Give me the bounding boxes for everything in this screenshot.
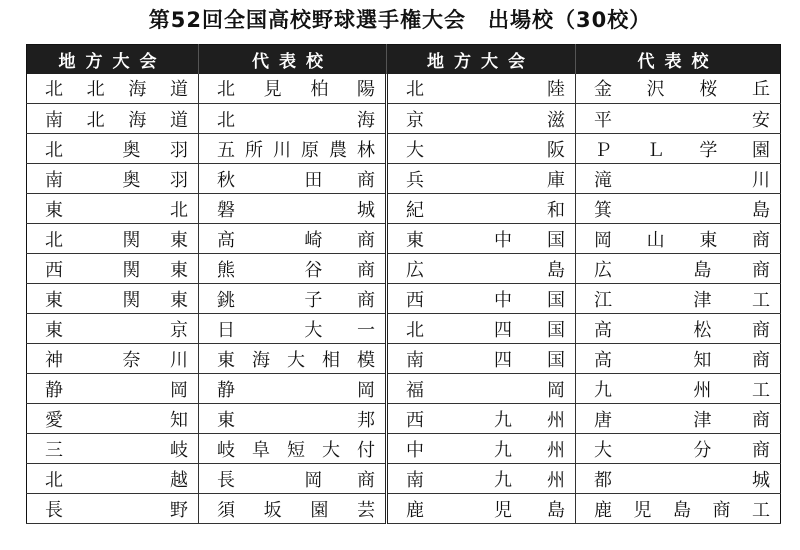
cell-char: 高 <box>594 319 612 341</box>
cell-char: 付 <box>357 439 375 461</box>
cell-char: 唐 <box>594 409 612 431</box>
region-right-cell <box>387 194 576 224</box>
region-left-cell <box>27 134 199 164</box>
school-right-cell <box>576 194 781 224</box>
cell-char: 五 <box>217 139 235 161</box>
cell-char: 高 <box>594 349 612 371</box>
cell-char: 山 <box>646 229 665 251</box>
cell-char: 京 <box>406 109 424 131</box>
cell-char: 沢 <box>646 79 665 101</box>
cell-char: 城 <box>751 469 770 491</box>
cell-char: 岡 <box>304 469 323 491</box>
cell-char: 商 <box>751 439 770 461</box>
cell-char: 商 <box>751 349 770 371</box>
cell-char: 商 <box>356 469 375 491</box>
cell-char: 熊 <box>217 259 235 281</box>
cell-char: 北 <box>406 79 424 101</box>
cell-char: 芸 <box>356 499 375 521</box>
table-row <box>27 284 781 314</box>
region-right-cell <box>387 464 576 494</box>
cell-char: 高 <box>217 229 235 251</box>
school-left-cell <box>199 404 387 434</box>
school-left-cell <box>199 164 387 194</box>
cell-char: 州 <box>547 409 565 431</box>
cell-char: 見 <box>263 79 282 101</box>
cell-char: 州 <box>547 439 565 461</box>
cell-char: 兵 <box>406 169 424 191</box>
school-right-cell <box>576 464 781 494</box>
cell-char: 田 <box>304 169 323 191</box>
cell-char: 商 <box>751 259 770 281</box>
cell-char: 大 <box>304 319 323 341</box>
school-right-cell <box>576 164 781 194</box>
page-title: 第52回全国高校野球選手権大会 出場校（30校） <box>148 8 652 32</box>
cell-char: 京 <box>169 319 188 341</box>
cell-char: 安 <box>751 109 770 131</box>
cell-char: 道 <box>169 109 188 131</box>
school-left-cell <box>199 104 387 134</box>
cell-char: 長 <box>217 469 235 491</box>
cell-char: 商 <box>356 259 375 281</box>
cell-char: 福 <box>406 379 424 401</box>
cell-char: 州 <box>693 379 712 401</box>
cell-char: 羽 <box>169 169 188 191</box>
cell-char: 児 <box>633 499 652 521</box>
cell-char: 九 <box>494 409 512 431</box>
cell-char: 丘 <box>751 79 770 101</box>
cell-char: 広 <box>406 259 424 281</box>
cell-char: 海 <box>356 109 375 131</box>
header-row <box>27 45 781 74</box>
cell-char: 岡 <box>547 379 565 401</box>
school-left-cell <box>199 254 387 284</box>
cell-char: 紀 <box>406 199 424 221</box>
region-right-cell <box>387 254 576 284</box>
table-row <box>27 74 781 104</box>
cell-char: 島 <box>547 259 565 281</box>
region-right-cell <box>387 494 576 524</box>
cell-char: 模 <box>357 349 375 371</box>
table-row <box>27 194 781 224</box>
cell-char: 国 <box>547 319 565 341</box>
header-region-left: 地方大会 <box>27 45 199 74</box>
cell-char: 商 <box>356 169 375 191</box>
cell-char: 北 <box>45 139 63 161</box>
school-right-cell <box>576 344 781 374</box>
cell-char: 越 <box>169 469 188 491</box>
region-right-cell <box>387 314 576 344</box>
cell-char: 阜 <box>252 439 270 461</box>
cell-char: 川 <box>169 349 188 371</box>
school-right-cell <box>576 134 781 164</box>
region-right-cell <box>387 164 576 194</box>
cell-char: 銚 <box>217 289 235 311</box>
cell-char: 東 <box>406 229 424 251</box>
header-region-right: 地方大会 <box>387 45 576 74</box>
cell-char: 東 <box>45 289 63 311</box>
cell-char: 奥 <box>122 169 141 191</box>
cell-char: 北 <box>217 109 235 131</box>
cell-char: 原 <box>301 139 319 161</box>
cell-char: 東 <box>217 409 235 431</box>
table-row <box>27 134 781 164</box>
school-left-cell <box>199 284 387 314</box>
cell-char: 南 <box>45 109 63 131</box>
cell-char: 北 <box>86 79 105 101</box>
region-right-cell <box>387 434 576 464</box>
cell-char: 羽 <box>169 139 188 161</box>
cell-char: 鹿 <box>406 499 424 521</box>
cell-char: 長 <box>45 499 63 521</box>
cell-char: 林 <box>357 139 375 161</box>
cell-char: 児 <box>494 499 512 521</box>
region-left-cell <box>27 344 199 374</box>
region-right-cell <box>387 404 576 434</box>
header-school-left: 代表校 <box>199 45 387 74</box>
cell-char: Ｐ <box>594 139 612 161</box>
cell-char: 阪 <box>547 139 565 161</box>
cell-char: 道 <box>169 79 188 101</box>
school-right-cell <box>576 434 781 464</box>
cell-char: 九 <box>494 469 512 491</box>
cell-char: 南 <box>45 169 63 191</box>
cell-char: 東 <box>169 259 188 281</box>
cell-char: 商 <box>751 229 770 251</box>
school-left-cell <box>199 224 387 254</box>
region-left-cell <box>27 404 199 434</box>
cell-char: 桜 <box>699 79 718 101</box>
table-row <box>27 374 781 404</box>
school-right-cell <box>576 104 781 134</box>
region-left-cell <box>27 464 199 494</box>
region-right-cell <box>387 224 576 254</box>
school-right-cell <box>576 404 781 434</box>
cell-char: 商 <box>751 319 770 341</box>
cell-char: 川 <box>751 169 770 191</box>
table-row <box>27 314 781 344</box>
table-row <box>27 434 781 464</box>
school-left-cell <box>199 74 387 104</box>
cell-char: 奈 <box>122 349 141 371</box>
cell-char: 川 <box>273 139 291 161</box>
school-left-cell <box>199 494 387 524</box>
cell-char: 磐 <box>217 199 235 221</box>
school-left-cell <box>199 344 387 374</box>
school-right-cell <box>576 284 781 314</box>
cell-char: 中 <box>494 229 512 251</box>
cell-char: 海 <box>128 109 147 131</box>
cell-char: 北 <box>45 229 63 251</box>
cell-char: 広 <box>594 259 612 281</box>
region-left-cell <box>27 374 199 404</box>
cell-char: 州 <box>547 469 565 491</box>
region-left-cell <box>27 164 199 194</box>
cell-char: 岐 <box>217 439 235 461</box>
table-row <box>27 104 781 134</box>
cell-char: 津 <box>693 409 712 431</box>
cell-char: 西 <box>406 409 424 431</box>
cell-char: 陽 <box>356 79 375 101</box>
cell-char: 島 <box>547 499 565 521</box>
cell-char: 子 <box>304 289 323 311</box>
region-left-cell <box>27 434 199 464</box>
cell-char: 知 <box>169 409 188 431</box>
school-right-cell <box>576 74 781 104</box>
table-body <box>27 74 781 524</box>
cell-char: 滝 <box>594 169 612 191</box>
region-right-cell <box>387 284 576 314</box>
cell-char: 工 <box>751 379 770 401</box>
cell-char: 中 <box>494 289 512 311</box>
cell-char: 分 <box>693 439 712 461</box>
cell-char: 津 <box>693 289 712 311</box>
cell-char: 大 <box>287 349 305 371</box>
cell-char: 柏 <box>310 79 329 101</box>
cell-char: 大 <box>322 439 340 461</box>
cell-char: 北 <box>45 79 63 101</box>
cell-char: 国 <box>547 289 565 311</box>
cell-char: 西 <box>45 259 63 281</box>
school-left-cell <box>199 134 387 164</box>
school-right-cell <box>576 494 781 524</box>
cell-char: 北 <box>45 469 63 491</box>
cell-char: 西 <box>406 289 424 311</box>
school-left-cell <box>199 464 387 494</box>
cell-char: 静 <box>217 379 235 401</box>
region-left-cell <box>27 494 199 524</box>
region-left-cell <box>27 314 199 344</box>
cell-char: 海 <box>252 349 270 371</box>
cell-char: 関 <box>122 229 141 251</box>
cell-char: 商 <box>712 499 731 521</box>
cell-char: 岐 <box>169 439 188 461</box>
cell-char: 静 <box>45 379 63 401</box>
table-row <box>27 464 781 494</box>
cell-char: 陸 <box>547 79 565 101</box>
cell-char: 江 <box>594 289 612 311</box>
cell-char: 和 <box>547 199 565 221</box>
school-left-cell <box>199 314 387 344</box>
cell-char: 関 <box>122 289 141 311</box>
school-left-cell <box>199 194 387 224</box>
cell-char: 大 <box>594 439 612 461</box>
cell-char: 都 <box>594 469 612 491</box>
school-right-cell <box>576 224 781 254</box>
cell-char: 園 <box>310 499 329 521</box>
region-right-cell <box>387 104 576 134</box>
cell-char: 九 <box>594 379 612 401</box>
cell-char: 城 <box>356 199 375 221</box>
cell-char: 岡 <box>169 379 188 401</box>
cell-char: 農 <box>329 139 347 161</box>
school-left-cell <box>199 434 387 464</box>
cell-char: 須 <box>217 499 235 521</box>
region-right-cell <box>387 374 576 404</box>
cell-char: 工 <box>751 289 770 311</box>
cell-char: 一 <box>356 319 375 341</box>
cell-char: 島 <box>751 199 770 221</box>
cell-char: 九 <box>494 439 512 461</box>
header-school-right: 代表校 <box>576 45 781 74</box>
cell-char: 東 <box>699 229 718 251</box>
cell-char: 神 <box>45 349 63 371</box>
region-right-cell <box>387 344 576 374</box>
cell-char: 日 <box>217 319 235 341</box>
cell-char: 北 <box>86 109 105 131</box>
cell-char: 所 <box>245 139 263 161</box>
cell-char: 国 <box>547 229 565 251</box>
cell-char: 庫 <box>547 169 565 191</box>
cell-char: 谷 <box>304 259 323 281</box>
region-left-cell <box>27 224 199 254</box>
school-right-cell <box>576 314 781 344</box>
table-row <box>27 344 781 374</box>
cell-char: 園 <box>751 139 770 161</box>
cell-char: 東 <box>169 289 188 311</box>
cell-char: 岡 <box>594 229 612 251</box>
cell-char: 金 <box>594 79 612 101</box>
cell-char: 松 <box>693 319 712 341</box>
cell-char: 海 <box>128 79 147 101</box>
cell-char: 東 <box>45 199 63 221</box>
cell-char: 愛 <box>45 409 63 431</box>
cell-char: 崎 <box>304 229 323 251</box>
cell-char: 島 <box>673 499 691 521</box>
cell-char: 東 <box>217 349 235 371</box>
school-left-cell <box>199 374 387 404</box>
table-row <box>27 254 781 284</box>
table-row <box>27 494 781 524</box>
school-right-cell <box>576 254 781 284</box>
cell-char: 東 <box>169 229 188 251</box>
cell-char: 北 <box>169 199 188 221</box>
cell-char: 工 <box>752 499 770 521</box>
cell-char: 滋 <box>547 109 565 131</box>
cell-char: 坂 <box>263 499 282 521</box>
region-left-cell <box>27 284 199 314</box>
cell-char: 短 <box>287 439 305 461</box>
cell-char: 邦 <box>356 409 375 431</box>
cell-char: 島 <box>693 259 712 281</box>
cell-char: 相 <box>322 349 340 371</box>
region-left-cell <box>27 194 199 224</box>
cell-char: 鹿 <box>594 499 612 521</box>
cell-char: 知 <box>693 349 712 371</box>
cell-char: 国 <box>547 349 565 371</box>
cell-char: 南 <box>406 469 424 491</box>
cell-char: 大 <box>406 139 424 161</box>
school-right-cell <box>576 374 781 404</box>
cell-char: Ｌ <box>646 139 665 161</box>
cell-char: 野 <box>169 499 188 521</box>
cell-char: 東 <box>45 319 63 341</box>
cell-char: 三 <box>45 439 63 461</box>
cell-char: 四 <box>494 319 512 341</box>
cell-char: 岡 <box>356 379 375 401</box>
cell-char: 商 <box>751 409 770 431</box>
region-right-cell <box>387 74 576 104</box>
region-left-cell <box>27 104 199 134</box>
cell-char: 商 <box>356 289 375 311</box>
cell-char: 奥 <box>122 139 141 161</box>
table-row <box>27 224 781 254</box>
cell-char: 北 <box>217 79 235 101</box>
region-left-cell <box>27 254 199 284</box>
table-row <box>27 164 781 194</box>
cell-char: 南 <box>406 349 424 371</box>
cell-char: 商 <box>356 229 375 251</box>
cell-char: 四 <box>494 349 512 371</box>
table-row <box>27 404 781 434</box>
cell-char: 学 <box>699 139 718 161</box>
region-left-cell <box>27 74 199 104</box>
cell-char: 箕 <box>594 199 612 221</box>
region-right-cell <box>387 134 576 164</box>
cell-char: 関 <box>122 259 141 281</box>
cell-char: 秋 <box>217 169 235 191</box>
schools-table <box>26 44 781 524</box>
cell-char: 平 <box>594 109 612 131</box>
cell-char: 中 <box>406 439 424 461</box>
cell-char: 北 <box>406 319 424 341</box>
